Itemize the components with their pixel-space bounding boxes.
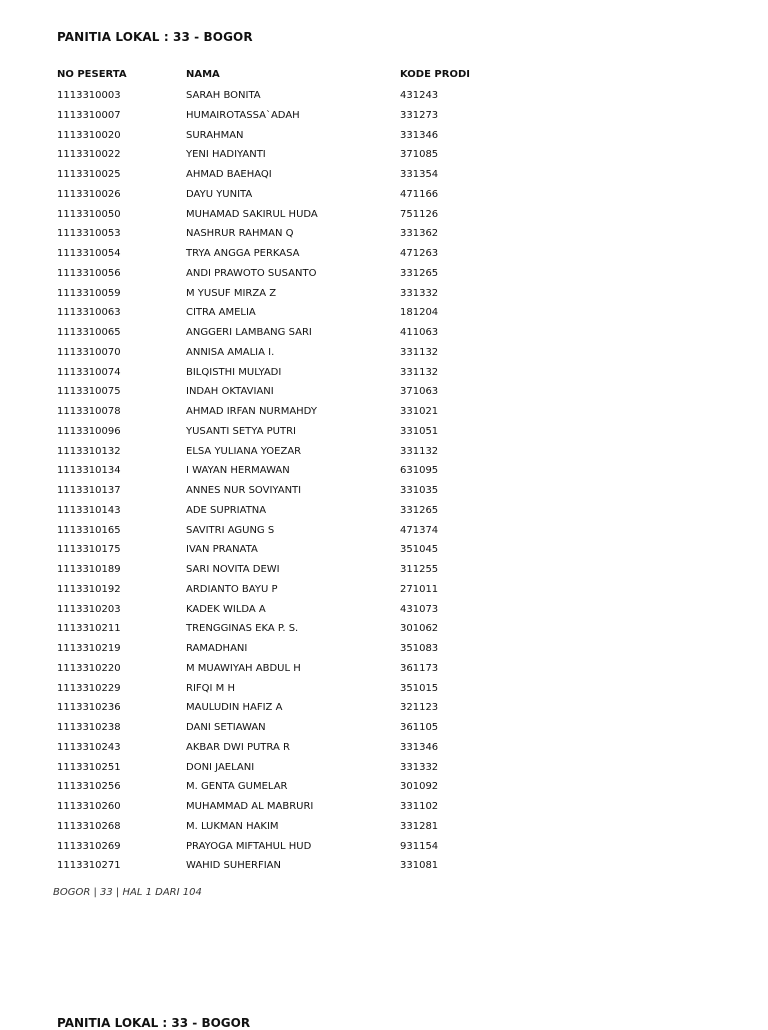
- cell-no-peserta: 1113310220: [57, 662, 121, 674]
- cell-nama: CITRA AMELIA: [186, 307, 256, 319]
- cell-no-peserta: 1113310243: [57, 741, 121, 753]
- cell-kode-prodi: 351045: [400, 544, 439, 556]
- cell-nama: ANGGERI LAMBANG SARI: [186, 327, 312, 338]
- cell-kode-prodi: 331132: [400, 445, 439, 457]
- cell-no-peserta: 1113310096: [57, 425, 121, 437]
- cell-no-peserta: 1113310007: [57, 109, 121, 121]
- cell-no-peserta: 1113310054: [57, 248, 121, 259]
- cell-kode-prodi: 351083: [400, 643, 439, 654]
- table-row: [57, 129, 577, 149]
- table-row: [57, 188, 577, 208]
- cell-kode-prodi: 331354: [400, 169, 439, 180]
- cell-nama: RAMADHANI: [186, 643, 248, 654]
- table-header: [57, 69, 577, 83]
- table-row: [57, 859, 577, 879]
- table-row: [57, 464, 577, 484]
- cell-no-peserta: 1113310236: [57, 702, 121, 714]
- cell-nama: KADEK WILDA A: [186, 603, 266, 615]
- cell-kode-prodi: 331346: [400, 741, 439, 753]
- cell-no-peserta: 1113310269: [57, 840, 121, 852]
- table-row: [57, 89, 577, 109]
- cell-kode-prodi: 331346: [400, 129, 439, 141]
- table-row: [57, 346, 577, 366]
- page-title: PANITIA LOKAL : 33 - BOGOR: [57, 30, 253, 44]
- cell-no-peserta: 1113310053: [57, 228, 121, 240]
- cell-kode-prodi: 331281: [400, 820, 439, 832]
- cell-no-peserta: 1113310211: [57, 623, 121, 635]
- cell-no-peserta: 1113310219: [57, 643, 121, 654]
- cell-kode-prodi: 301062: [400, 623, 439, 635]
- cell-kode-prodi: 431243: [400, 90, 439, 101]
- cell-nama: DONI JAELANI: [186, 761, 255, 773]
- cell-nama: YUSANTI SETYA PUTRI: [186, 425, 296, 437]
- column-header-nama: NAMA: [186, 69, 220, 80]
- cell-kode-prodi: 371085: [400, 149, 439, 161]
- cell-no-peserta: 1113310065: [57, 327, 121, 338]
- cell-no-peserta: 1113310003: [57, 90, 121, 101]
- cell-kode-prodi: 331265: [400, 504, 439, 516]
- cell-nama: M MUAWIYAH ABDUL H: [186, 662, 301, 674]
- cell-no-peserta: 1113310251: [57, 761, 121, 773]
- table-row: [57, 741, 577, 761]
- table-row: [57, 622, 577, 642]
- cell-no-peserta: 1113310074: [57, 366, 121, 378]
- cell-kode-prodi: 361105: [400, 722, 439, 733]
- cell-no-peserta: 1113310203: [57, 603, 121, 615]
- table-row: [57, 721, 577, 741]
- cell-kode-prodi: 311255: [400, 564, 439, 575]
- cell-no-peserta: 1113310059: [57, 287, 121, 299]
- cell-nama: TRYA ANGGA PERKASA: [186, 248, 300, 259]
- cell-kode-prodi: 471166: [400, 188, 439, 200]
- table-row: [57, 642, 577, 662]
- table-row: [57, 780, 577, 800]
- table-row: [57, 267, 577, 287]
- table-row: [57, 148, 577, 168]
- cell-nama: DANI SETIAWAN: [186, 722, 266, 733]
- table-row: [57, 543, 577, 563]
- cell-nama: SARI NOVITA DEWI: [186, 564, 280, 575]
- cell-no-peserta: 1113310056: [57, 267, 121, 279]
- cell-no-peserta: 1113310022: [57, 149, 121, 161]
- cell-nama: SARAH BONITA: [186, 90, 261, 101]
- cell-nama: M. LUKMAN HAKIM: [186, 820, 279, 832]
- cell-nama: YENI HADIYANTI: [186, 149, 266, 161]
- table-row: [57, 227, 577, 247]
- table-row: [57, 840, 577, 860]
- cell-no-peserta: 1113310075: [57, 386, 121, 398]
- table-row: [57, 484, 577, 504]
- cell-kode-prodi: 331332: [400, 287, 439, 299]
- table-row: [57, 662, 577, 682]
- cell-nama: RIFQI M H: [186, 682, 235, 694]
- table-row: [57, 168, 577, 188]
- cell-nama: AKBAR DWI PUTRA R: [186, 741, 290, 753]
- table-row: [57, 761, 577, 781]
- cell-kode-prodi: 331102: [400, 801, 439, 812]
- cell-no-peserta: 1113310026: [57, 188, 121, 200]
- table-row: [57, 425, 577, 445]
- table-row: [57, 247, 577, 267]
- table-row: [57, 583, 577, 603]
- table-row: [57, 820, 577, 840]
- cell-no-peserta: 1113310020: [57, 129, 121, 141]
- participant-table: [57, 89, 577, 879]
- cell-kode-prodi: 631095: [400, 465, 439, 477]
- cell-kode-prodi: 331273: [400, 109, 439, 121]
- cell-no-peserta: 1113310063: [57, 307, 121, 319]
- cell-no-peserta: 1113310132: [57, 445, 121, 457]
- cell-no-peserta: 1113310271: [57, 860, 121, 872]
- cell-nama: MAULUDIN HAFIZ A: [186, 702, 283, 714]
- cell-nama: ARDIANTO BAYU P: [186, 583, 278, 595]
- cell-nama: MUHAMMAD AL MABRURI: [186, 801, 314, 812]
- cell-kode-prodi: 751126: [400, 208, 439, 220]
- cell-no-peserta: 1113310175: [57, 544, 121, 556]
- cell-no-peserta: 1113310192: [57, 583, 121, 595]
- cell-nama: I WAYAN HERMAWAN: [186, 465, 290, 477]
- cell-kode-prodi: 301092: [400, 781, 439, 793]
- cell-no-peserta: 1113310134: [57, 465, 121, 477]
- cell-nama: BILQISTHI MULYADI: [186, 366, 282, 378]
- cell-nama: IVAN PRANATA: [186, 544, 258, 556]
- table-row: [57, 208, 577, 228]
- cell-kode-prodi: 411063: [400, 327, 439, 338]
- table-row: [57, 326, 577, 346]
- cell-no-peserta: 1113310260: [57, 801, 121, 812]
- table-row: [57, 287, 577, 307]
- cell-kode-prodi: 361173: [400, 662, 439, 674]
- column-header-kode-prodi: KODE PRODI: [400, 69, 470, 80]
- table-row: [57, 504, 577, 524]
- table-row: [57, 306, 577, 326]
- cell-no-peserta: 1113310229: [57, 682, 121, 694]
- cell-nama: ANNES NUR SOVIYANTI: [186, 485, 302, 496]
- cell-kode-prodi: 271011: [400, 583, 439, 595]
- column-header-no-peserta: NO PESERTA: [57, 69, 127, 80]
- cell-nama: INDAH OKTAVIANI: [186, 386, 274, 398]
- cell-nama: ADE SUPRIATNA: [186, 504, 267, 516]
- table-row: [57, 563, 577, 583]
- cell-no-peserta: 1113310256: [57, 781, 121, 793]
- cell-nama: TRENGGINAS EKA P. S.: [186, 623, 299, 635]
- cell-kode-prodi: 331332: [400, 761, 439, 773]
- table-row: [57, 682, 577, 702]
- table-row: [57, 524, 577, 544]
- cell-no-peserta: 1113310189: [57, 564, 121, 575]
- table-row: [57, 405, 577, 425]
- table-row: [57, 445, 577, 465]
- cell-kode-prodi: 321123: [400, 702, 439, 714]
- cell-kode-prodi: 931154: [400, 840, 439, 852]
- cell-kode-prodi: 331051: [400, 425, 439, 437]
- cell-kode-prodi: 181204: [400, 307, 439, 319]
- cell-kode-prodi: 431073: [400, 603, 439, 615]
- table-row: [57, 385, 577, 405]
- cell-kode-prodi: 331132: [400, 366, 439, 378]
- table-row: [57, 109, 577, 129]
- cell-no-peserta: 1113310025: [57, 169, 121, 180]
- cell-nama: SAVITRI AGUNG S: [186, 524, 275, 536]
- cell-nama: SURAHMAN: [186, 129, 244, 141]
- cell-no-peserta: 1113310143: [57, 504, 121, 516]
- cell-no-peserta: 1113310238: [57, 722, 121, 733]
- cell-nama: ANNISA AMALIA I.: [186, 346, 275, 358]
- cell-kode-prodi: 331021: [400, 406, 439, 417]
- cell-nama: WAHID SUHERFIAN: [186, 860, 282, 872]
- cell-no-peserta: 1113310137: [57, 485, 121, 496]
- cell-kode-prodi: 331362: [400, 228, 439, 240]
- table-row: [57, 366, 577, 386]
- table-row: [57, 603, 577, 623]
- cell-kode-prodi: 471374: [400, 524, 439, 536]
- cell-nama: AHMAD BAEHAQI: [186, 169, 272, 180]
- next-page-title: PANITIA LOKAL : 33 - BOGOR: [57, 1016, 251, 1030]
- cell-no-peserta: 1113310078: [57, 406, 121, 417]
- cell-nama: ANDI PRAWOTO SUSANTO: [186, 267, 317, 279]
- cell-no-peserta: 1113310268: [57, 820, 121, 832]
- table-row: [57, 701, 577, 721]
- cell-kode-prodi: 331081: [400, 860, 439, 872]
- cell-nama: M YUSUF MIRZA Z: [186, 287, 277, 299]
- cell-kode-prodi: 331132: [400, 346, 439, 358]
- cell-no-peserta: 1113310070: [57, 346, 121, 358]
- cell-kode-prodi: 371063: [400, 386, 439, 398]
- cell-nama: M. GENTA GUMELAR: [186, 781, 288, 793]
- cell-nama: NASHRUR RAHMAN Q: [186, 228, 294, 240]
- cell-kode-prodi: 351015: [400, 682, 439, 694]
- cell-no-peserta: 1113310165: [57, 524, 121, 536]
- cell-nama: PRAYOGA MIFTAHUL HUD: [186, 840, 312, 852]
- cell-nama: DAYU YUNITA: [186, 188, 253, 200]
- cell-no-peserta: 1113310050: [57, 208, 121, 220]
- cell-nama: MUHAMAD SAKIRUL HUDA: [186, 208, 318, 220]
- cell-kode-prodi: 331265: [400, 267, 439, 279]
- table-row: [57, 800, 577, 820]
- cell-nama: AHMAD IRFAN NURMAHDY: [186, 406, 317, 417]
- page-footer: BOGOR | 33 | HAL 1 DARI 104: [53, 887, 202, 898]
- cell-nama: HUMAIROTASSA`ADAH: [186, 109, 300, 121]
- cell-kode-prodi: 331035: [400, 485, 439, 496]
- cell-kode-prodi: 471263: [400, 248, 439, 259]
- cell-nama: ELSA YULIANA YOEZAR: [186, 445, 302, 457]
